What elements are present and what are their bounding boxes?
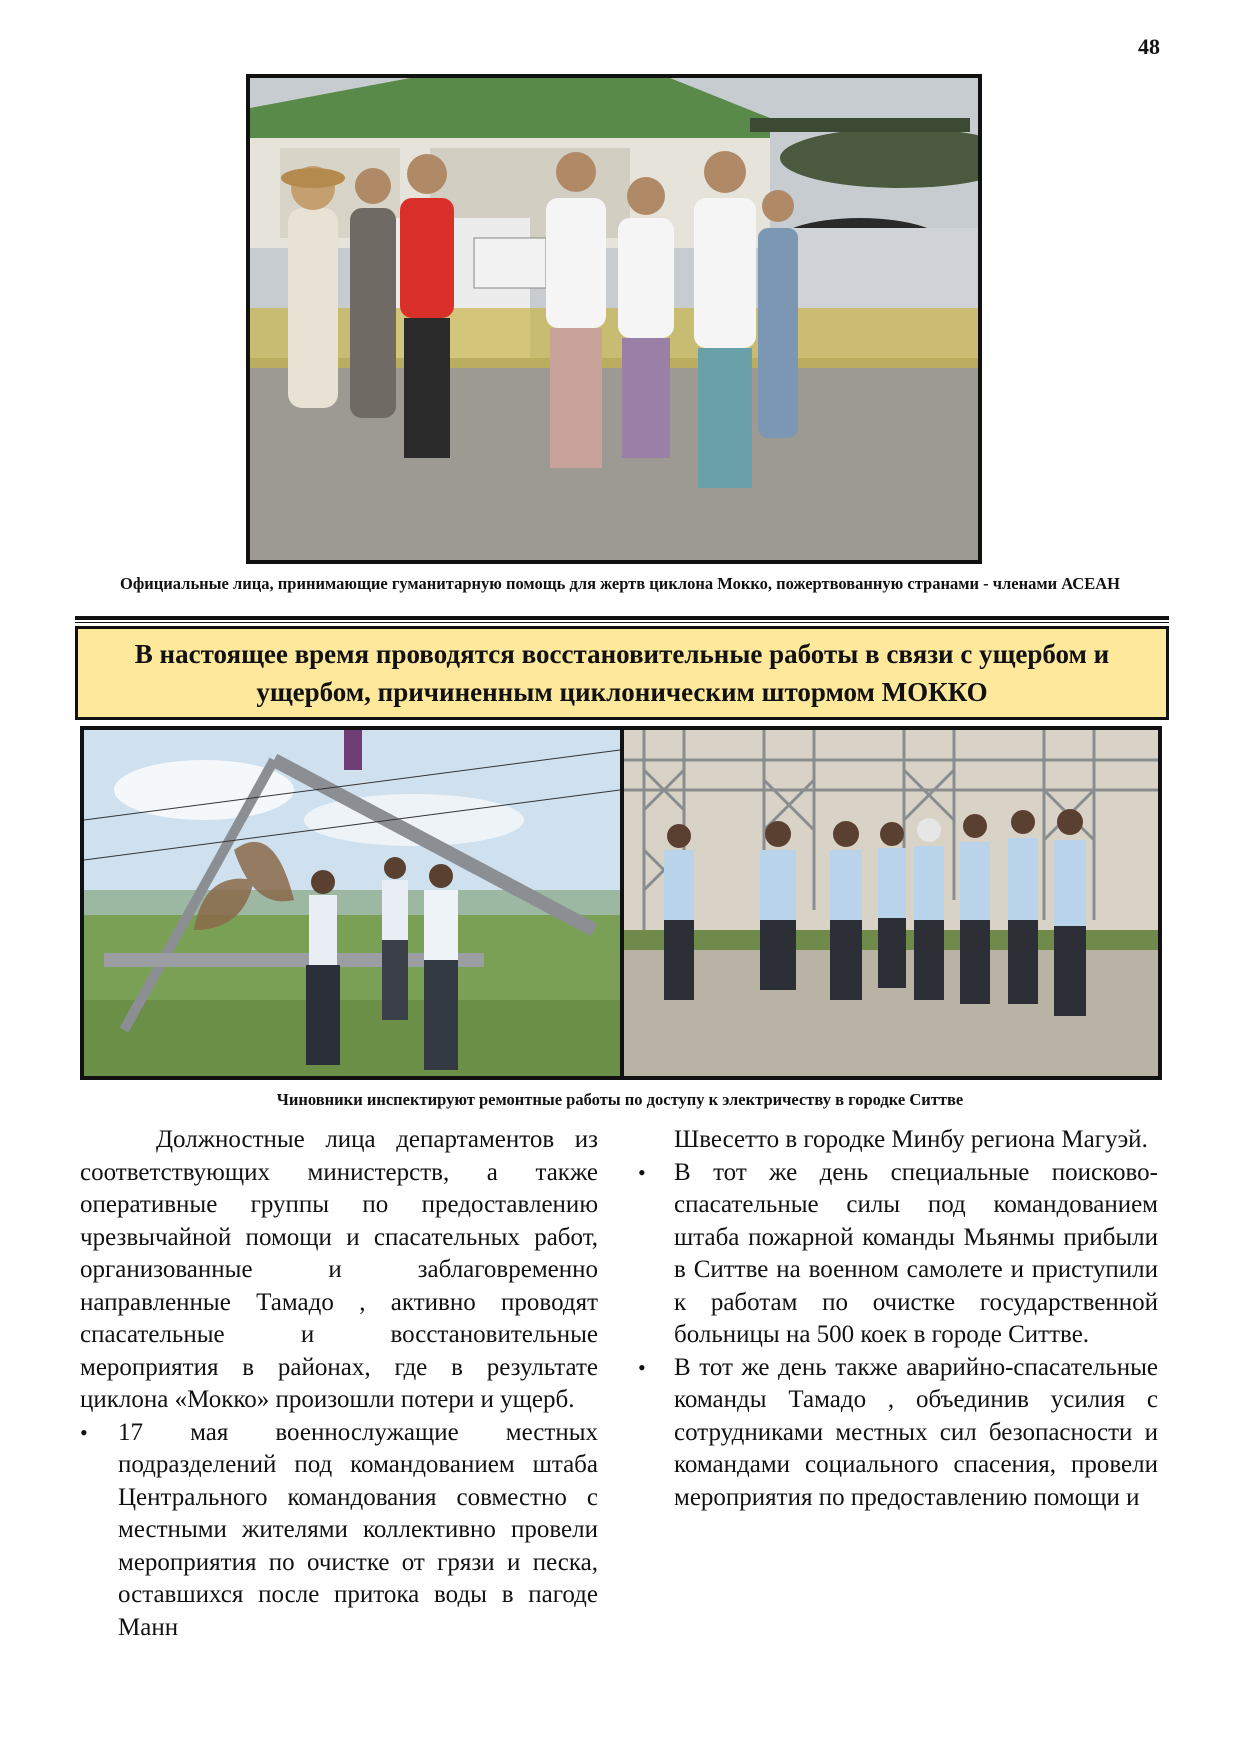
article-intro: Должностные лица департаментов из соответствующих министерств, а также оперативные группы по предоставлению чрезвычайной помощи и спасательных работ, организованные и заблаговременно направленные Тамадо , активно проводят спасательные и восстановительные мероприятия в районах, где в результате циклона «Мокко» произошли потери и ущерб.	[80, 1126, 598, 1413]
top-photo-caption: Официальные лица, принимающие гуманитарную помощь для жертв циклона Мокко, пожертвованную странами - членами АСЕАН	[120, 574, 1120, 593]
article-bullet-3: • В тот же день также аварийно-спасательные команды Тамадо , объединив усилия с сотрудниками местных сил безопасности и командами социального спасения, провели мероприятия по предоставлению помощи и	[638, 1352, 1158, 1515]
inspection-photos-caption: Чиновники инспектируют ремонтные работы по доступу к электричеству в городке Ситтве	[276, 1090, 964, 1109]
article-right-column	[638, 1124, 1158, 1514]
page-number: 48	[1138, 34, 1160, 59]
substation-photo	[624, 730, 1158, 1076]
article-bullet-1: • 17 мая военнослужащие местных подразделений под командованием штаба Центрального командования совместно с местными жителями коллективно провели мероприятия по очистке от грязи и песка, оставшихся после притока воды в пагоде Манн	[80, 1417, 598, 1645]
inspection-photos	[80, 726, 1162, 1080]
fallen-pole-photo	[84, 730, 620, 1076]
article-left-column	[80, 1124, 598, 1644]
aid-handover-photo	[246, 74, 982, 564]
headline: В настоящее время проводятся восстановительные работы в связи с ущербом и ущербом, причиненным циклоническим штормом МОККО	[75, 626, 1169, 720]
divider-thick	[75, 616, 1169, 620]
divider-thin	[75, 622, 1169, 623]
article-bullet-2: • В тот же день специальные поисково-спасательные силы под командованием штаба пожарной команды Мьянмы прибыли в Ситтве на военном самолете и приступили к работам по очистке государственной больницы на 500 коек в городе Ситтве.	[638, 1157, 1158, 1352]
article-continuation: Швесетто в городке Минбу региона Магуэй.	[674, 1126, 1148, 1153]
